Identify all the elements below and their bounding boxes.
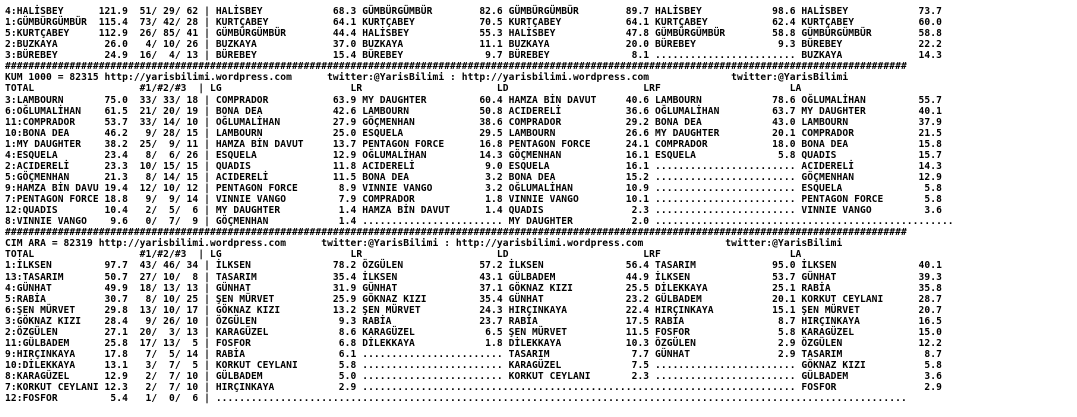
- text-line: 6:OĞLUMALİHAN 61.5 21/ 20/ 19 | BONA DEA 42.6 LAMBOURN 50.8 ACIDERELİ 36.6 OĞLUMALİHAN 63.7 MY DAUGHTER 40.1: [5, 105, 942, 117]
- text-line: 13:TASARIM 50.7 27/ 10/ 8 | TASARIM 35.4 İLKSEN 43.1 GÜLBADEM 44.9 İLKSEN 53.7 GÜNHAT 39.3: [5, 271, 942, 283]
- text-line: 1:GÜMBÜRGÜMBÜR 115.4 73/ 42/ 28 | KURTÇABEY 64.1 KURTÇABEY 70.5 KURTÇABEY 64.1 KURTÇABEY 62.4 KURTÇABEY 60.0: [5, 17, 942, 29]
- text-line: 11:GÜLBADEM 25.8 17/ 13/ 5 | FOSFOR 6.8 DİLEKKAYA 1.8 DİLEKKAYA 10.3 ÖZGÜLEN 2.9 ÖZGÜLEN 12.2: [5, 337, 942, 349]
- text-line: ##########################################################################################################################################################: [5, 227, 907, 239]
- text-line: 4:HALİSBEY 121.9 51/ 29/ 62 | HALİSBEY 68.3 GÜMBÜRGÜMBÜR 82.6 GÜMBÜRGÜMBÜR 89.7 HALİSBEY 98.6 HALİSBEY 73.7: [5, 6, 942, 17]
- text-line: 6:ŞEN MÜRVET 29.8 13/ 10/ 17 | GÖKNAZ KIZI 13.2 ŞEN MÜRVET 24.3 HIRÇINKAYA 22.4 HIRÇINKAYA 15.1 ŞEN MÜRVET 20.7: [5, 304, 942, 316]
- text-line: 2:ACIDERELİ 23.3 10/ 15/ 15 | QUADIS 11.8 ACIDERELİ 9.0 ESQUELA 16.1 ........................ ACIDERELİ 14.3: [5, 160, 942, 172]
- text-line: 5:RABİA 30.7 8/ 10/ 25 | ŞEN MÜRVET 25.9 GÖKNAZ KIZI 35.4 GÜNHAT 23.2 GÜLBADEM 20.1 KORKUT CEYLANI 28.7: [5, 293, 942, 305]
- text-line: CIM ARA = 82319 http://yarisbilimi.wordpress.com twitter:@YarisBilimi : http://yarisbilimi.wordpress.com twitter:@YarisBilimi: [5, 238, 843, 250]
- text-line: 9:HIRÇINKAYA 17.8 7/ 5/ 14 | RABİA 6.1 ........................ TASARIM 7.7 GÜNHAT 2.9 TASARIM 8.7: [5, 348, 942, 360]
- text-line: 10:DİLEKKAYA 13.1 3/ 7/ 5 | KORKUT CEYLANI 5.8 ........................ KARAGÜZEL 7.5 ........................ GÖKNAZ KIZI 5.8: [5, 360, 942, 371]
- text-line: 5:GÖÇMENHAN 21.3 8/ 14/ 15 | ACIDERELİ 11.5 BONA DEA 3.2 BONA DEA 15.2 ........................ GÖÇMENHAN 12.9: [5, 171, 942, 183]
- text-line: 4:ESQUELA 23.4 8/ 6/ 26 | ESQUELA 12.9 OĞLUMALİHAN 14.3 GÖÇMENHAN 16.1 ESQUELA 5.8 QUADIS 15.7: [5, 149, 942, 161]
- text-line: 10:BONA DEA 46.2 9/ 28/ 15 | LAMBOURN 25.0 ESQUELA 29.5 LAMBOURN 26.6 MY DAUGHTER 20.1 COMPRADOR 21.5: [5, 127, 942, 139]
- text-line: 2:BUZKAYA 26.0 4/ 10/ 26 | BUZKAYA 37.0 BUZKAYA 11.1 BUZKAYA 20.0 BÜREBEY 9.3 BÜREBEY 22.2: [5, 39, 942, 51]
- text-line: 7:KORKUT CEYLANI 12.3 2/ 7/ 10 | HIRÇINKAYA 2.9 .......................................................................... FOSFOR 2.9: [5, 382, 942, 394]
- text-line: 9:HAMZA BİN DAVU 19.4 12/ 10/ 12 | PENTAGON FORCE 8.9 VINNIE VANGO 3.2 OĞLUMALİHAN 10.9 ........................ ESQUELA 5.8: [5, 183, 942, 194]
- text-line: TOTAL #1/#2/#3 | LG LR LD LRF LA: [5, 83, 802, 95]
- text-line: TOTAL #1/#2/#3 | LG LR LD LRF LA: [5, 249, 802, 261]
- text-line: 3:GÖKNAZ KIZI 28.4 9/ 26/ 10 | ÖZGÜLEN 9.3 RABİA 23.7 RABİA 17.5 RABİA 8.7 HIRÇINKAYA 16.5: [5, 315, 942, 327]
- text-line: 8:VINNIE VANGO 9.6 0/ 7/ 9 | GÖÇMENHAN 1.4 ........................ MY DAUGHTER 2.0 ...................................................: [5, 216, 954, 228]
- text-line: 12:FOSFOR 5.4 1/ 0/ 6 | ......................................................................................................................: [5, 393, 907, 405]
- text-line: 12:QUADIS 10.4 2/ 5/ 6 | MY DAUGHTER 1.4 HAMZA BİN DAVUT 1.4 QUADIS 2.3 ........................ VINNIE VANGO 3.6: [5, 205, 942, 217]
- text-line: 1:İLKSEN 97.7 43/ 46/ 34 | İLKSEN 78.2 ÖZGÜLEN 57.2 İLKSEN 56.4 TASARIM 95.0 İLKSEN 40.1: [5, 260, 942, 272]
- text-line: 11:COMPRADOR 53.7 33/ 14/ 10 | OĞLUMALİHAN 27.9 GÖÇMENHAN 38.6 COMPRADOR 29.2 BONA DEA 43.0 LAMBOURN 37.9: [5, 116, 942, 128]
- text-line: 3:BÜREBEY 24.9 16/ 4/ 13 | BÜREBEY 15.4 BÜREBEY 9.7 BÜREBEY 8.1 ........................ BUZKAYA 14.3: [5, 50, 942, 62]
- text-line: ##########################################################################################################################################################: [5, 61, 907, 73]
- text-line: 2:ÖZGÜLEN 27.1 20/ 3/ 13 | KARAGÜZEL 8.6 KARAGÜZEL 6.5 ŞEN MÜRVET 11.5 FOSFOR 5.8 KARAGÜZEL 15.0: [5, 326, 942, 338]
- text-line: 1:MY DAUGHTER 38.2 25/ 9/ 11 | HAMZA BİN DAVUT 13.7 PENTAGON FORCE 16.8 PENTAGON FORCE 24.1 COMPRADOR 18.0 BONA DEA 15.8: [5, 138, 942, 150]
- text-line: 8:KARAGÜZEL 12.9 2/ 7/ 10 | GÜLBADEM 5.0 ........................ KORKUT CEYLANI 2.3 ........................ GÜLBADEM 3.6: [5, 371, 942, 383]
- text-line: 7:PENTAGON FORCE 18.8 9/ 9/ 14 | VINNIE VANGO 7.9 COMPRADOR 1.8 VINNIE VANGO 10.1 ........................ PENTAGON FORCE 5.8: [5, 194, 942, 206]
- text-line: KUM 1000 = 82315 http://yarisbilimi.wordpress.com twitter:@YarisBilimi : http://yarisbilimi.wordpress.com twitter:@YarisBilimi: [5, 72, 849, 84]
- text-line: 5:KURTÇABEY 112.9 26/ 85/ 41 | GÜMBÜRGÜMBÜR 44.4 HALİSBEY 55.3 HALİSBEY 47.8 GÜMBÜRGÜMBÜR 58.8 GÜMBÜRGÜMBÜR 58.8: [5, 28, 942, 40]
- text-line: 4:GÜNHAT 49.9 18/ 13/ 13 | GÜNHAT 31.9 GÜNHAT 37.1 GÖKNAZ KIZI 25.5 DİLEKKAYA 25.1 RABİA 35.8: [5, 282, 942, 294]
- text-line: 3:LAMBOURN 75.0 33/ 33/ 18 | COMPRADOR 63.9 MY DAUGHTER 60.4 HAMZA BİN DAVUT 40.6 LAMBOURN 78.6 OĞLUMALİHAN 55.7: [5, 94, 942, 106]
